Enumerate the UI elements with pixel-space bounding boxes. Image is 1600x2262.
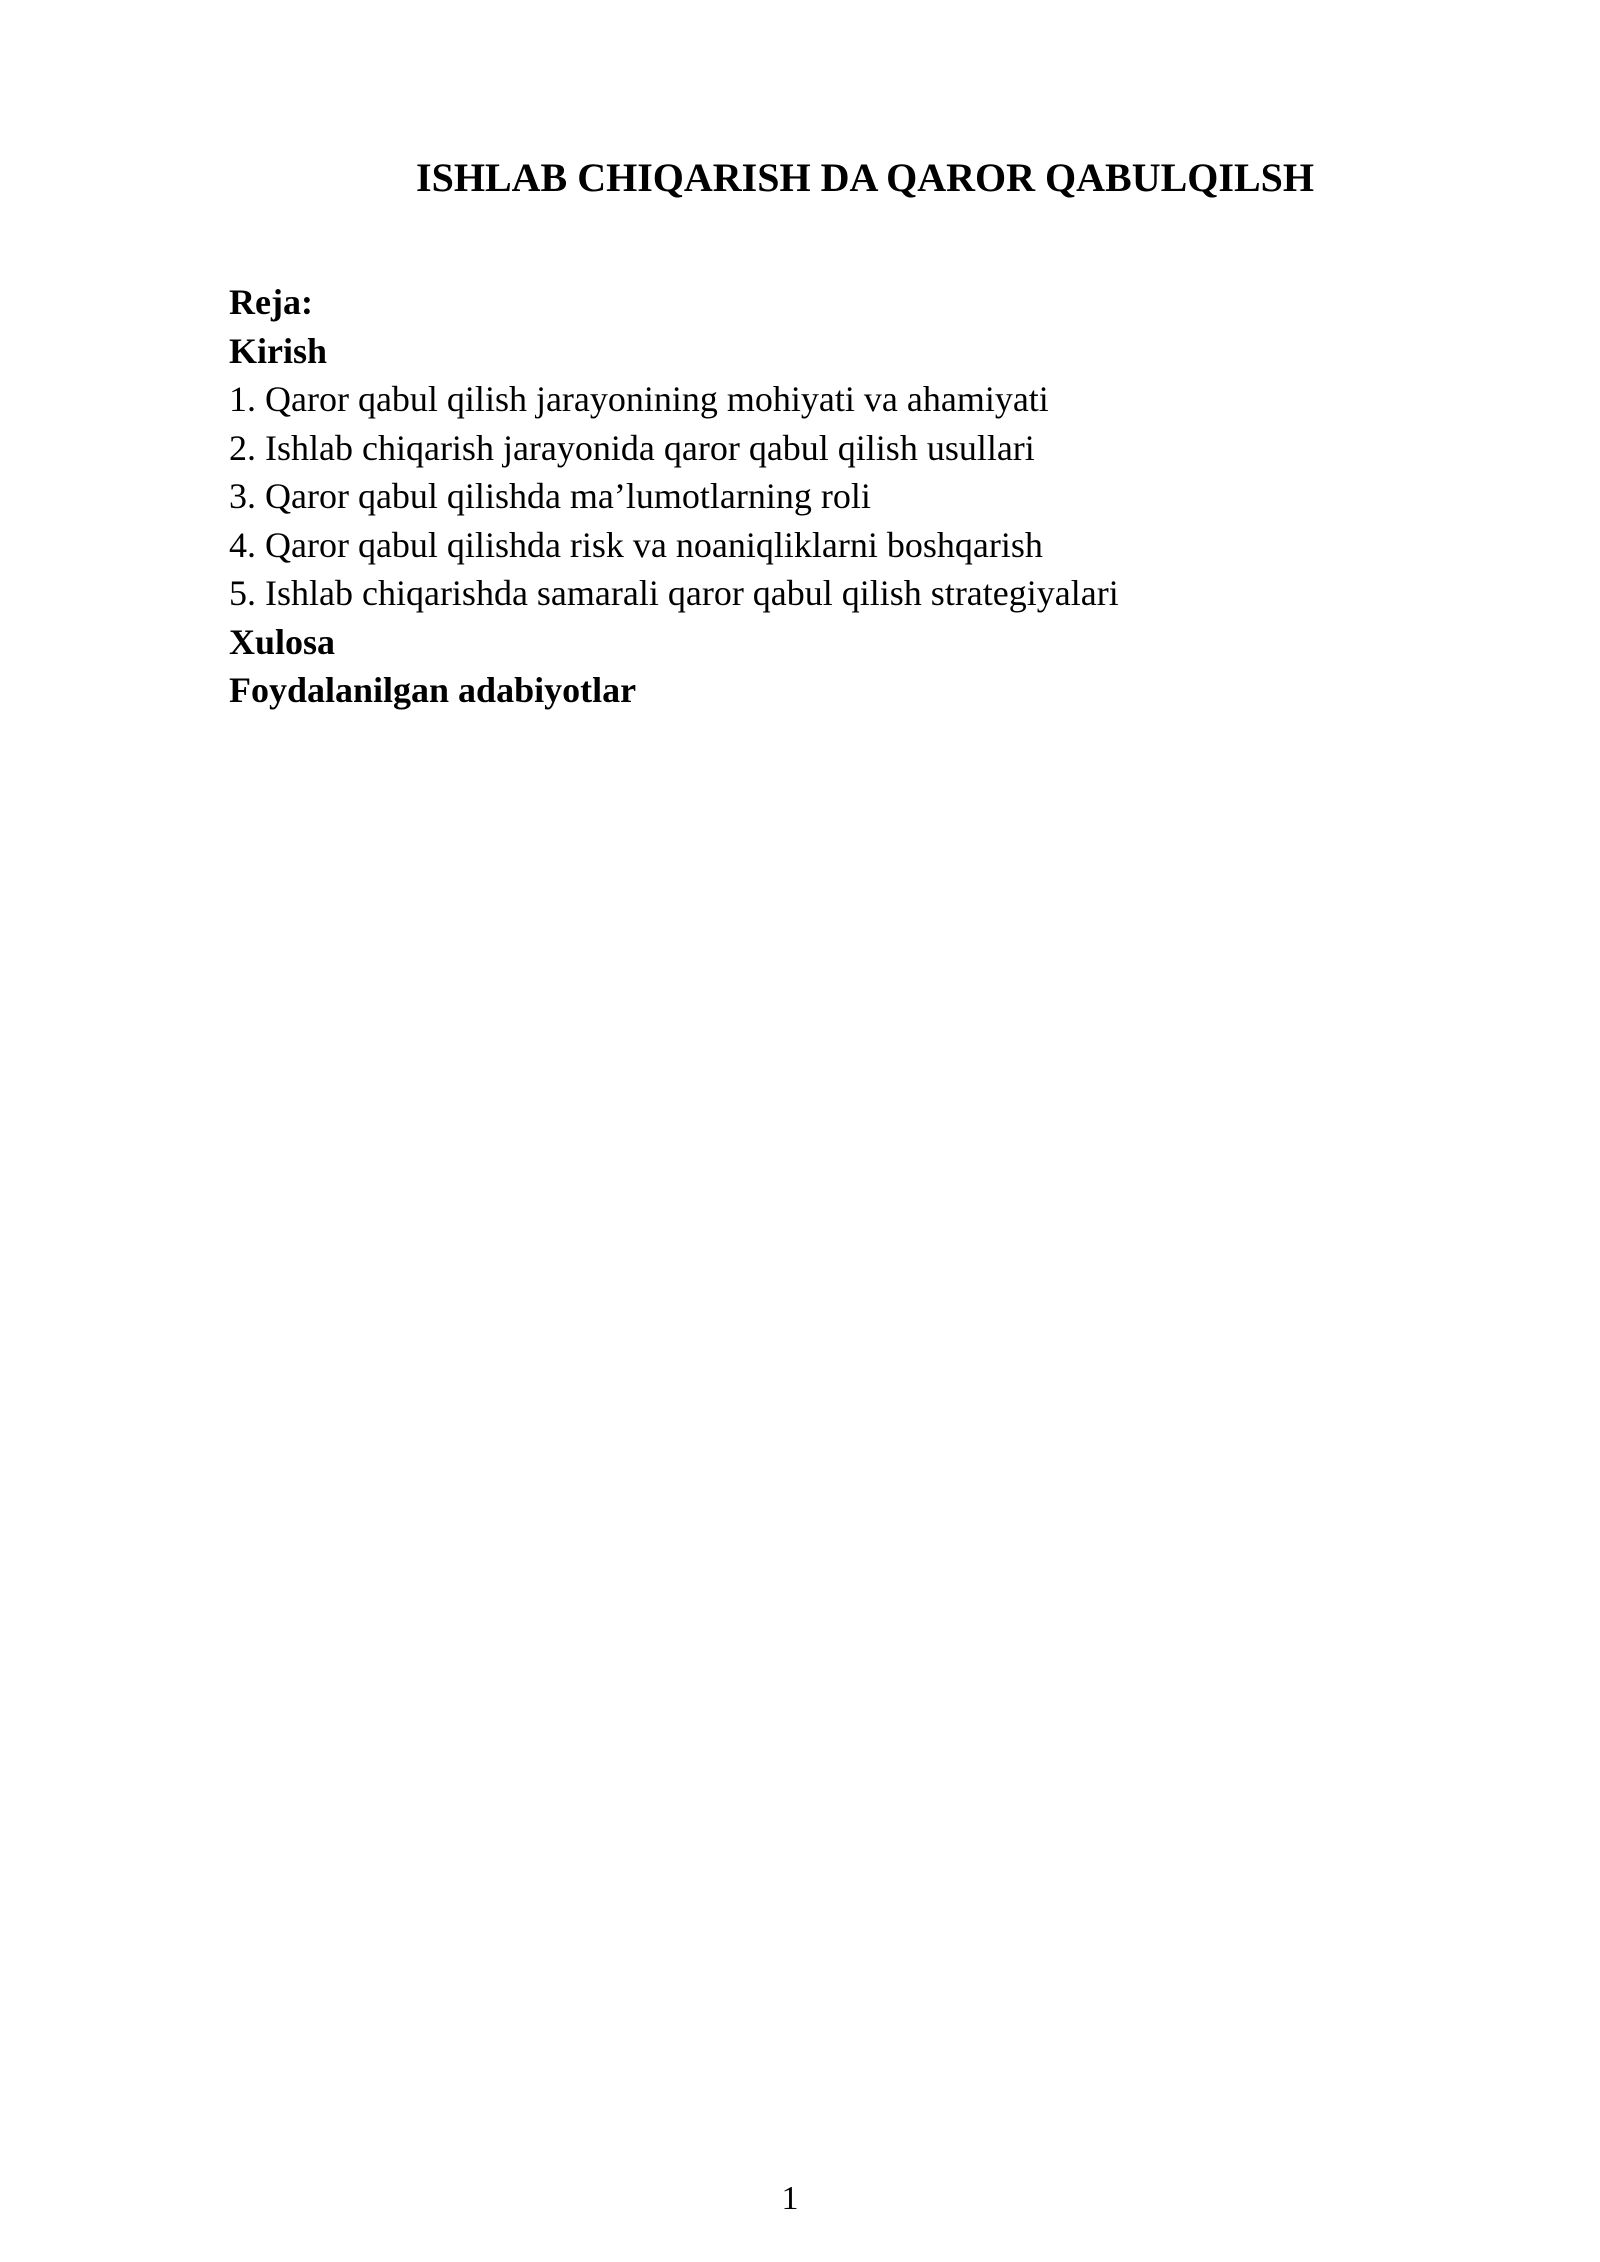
toc-item-4: 4. Qaror qabul qilishda risk va noaniqliklarni boshqarish	[229, 524, 1043, 565]
toc-item-2: 2. Ishlab chiqarish jarayonida qaror qabul qilish usullari	[229, 427, 1035, 468]
toc-item-3: 3. Qaror qabul qilishda ma’lumotlarning roli	[229, 476, 871, 516]
plan-label: Reja:	[229, 282, 313, 322]
toc-conclusion: Xulosa	[229, 621, 336, 662]
page-number: 1	[781, 2180, 799, 2217]
table-of-contents	[229, 278, 1429, 715]
toc-item-1: 1. Qaror qabul qilish jarayonining mohiyati va ahamiyati	[229, 379, 1049, 419]
toc-references: Foydalanilgan adabiyotlar	[229, 670, 637, 710]
document-title: ISHLAB CHIQARISH DA QAROR QABULQILSH	[416, 155, 1314, 200]
toc-item-5: 5. Ishlab chiqarishda samarali qaror qabul qilish strategiyalari	[229, 573, 1119, 613]
toc-introduction: Kirish	[229, 330, 328, 371]
